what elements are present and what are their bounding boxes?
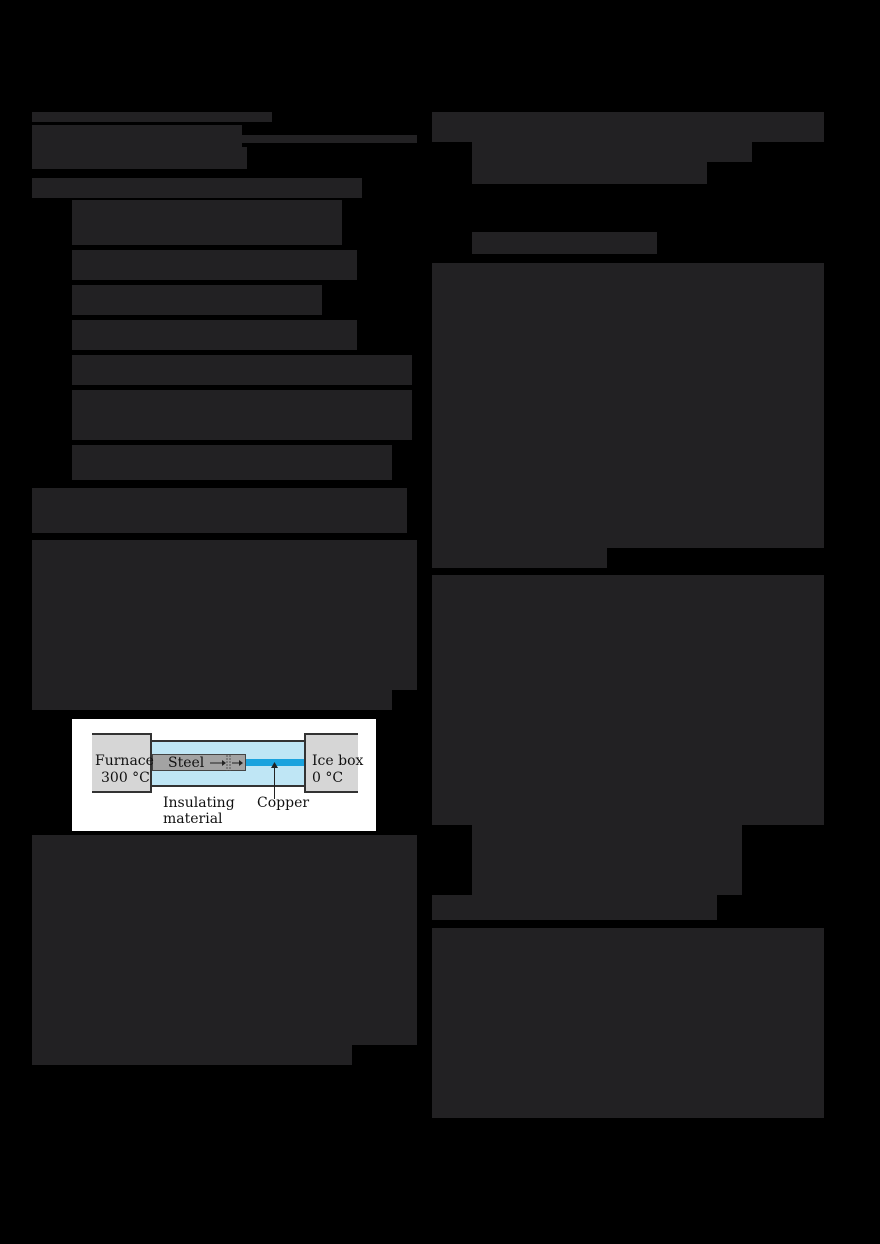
heat-flow-arrow-icon (210, 755, 246, 771)
text-line (32, 135, 417, 143)
text-line (32, 112, 272, 122)
copper-pointer-line (274, 765, 275, 799)
furnace-label: Furnace (95, 753, 154, 769)
text-line (32, 178, 362, 198)
text-line (432, 895, 717, 920)
text-line (472, 162, 707, 184)
text-line (472, 142, 752, 162)
text-line (432, 928, 824, 1118)
text-line (472, 825, 742, 895)
heat-conduction-diagram (72, 719, 376, 831)
text-line (32, 1045, 352, 1065)
text-line (32, 488, 407, 533)
section-heading (472, 232, 657, 254)
ice-box-label: Ice box (312, 753, 364, 769)
text-line (432, 112, 824, 142)
text-line (32, 690, 392, 710)
ice-box-temp-label: 0 °C (312, 770, 344, 786)
text-line (432, 263, 824, 548)
text-line (432, 575, 824, 825)
steel-label: Steel (168, 755, 205, 771)
text-line (72, 445, 392, 480)
text-line (72, 250, 357, 280)
text-line (32, 147, 247, 169)
text-line (32, 835, 417, 1045)
text-line (72, 355, 412, 385)
text-line (32, 540, 417, 690)
text-line (432, 548, 607, 568)
text-line (72, 285, 322, 315)
text-line (72, 390, 412, 440)
material-label: material (163, 811, 223, 827)
copper-label: Copper (257, 795, 310, 811)
furnace-temp-label: 300 °C (101, 770, 150, 786)
pointer-arrow-icon (271, 762, 278, 768)
text-line (72, 200, 342, 245)
text-line (72, 320, 357, 350)
insulating-label: Insulating (163, 795, 235, 811)
